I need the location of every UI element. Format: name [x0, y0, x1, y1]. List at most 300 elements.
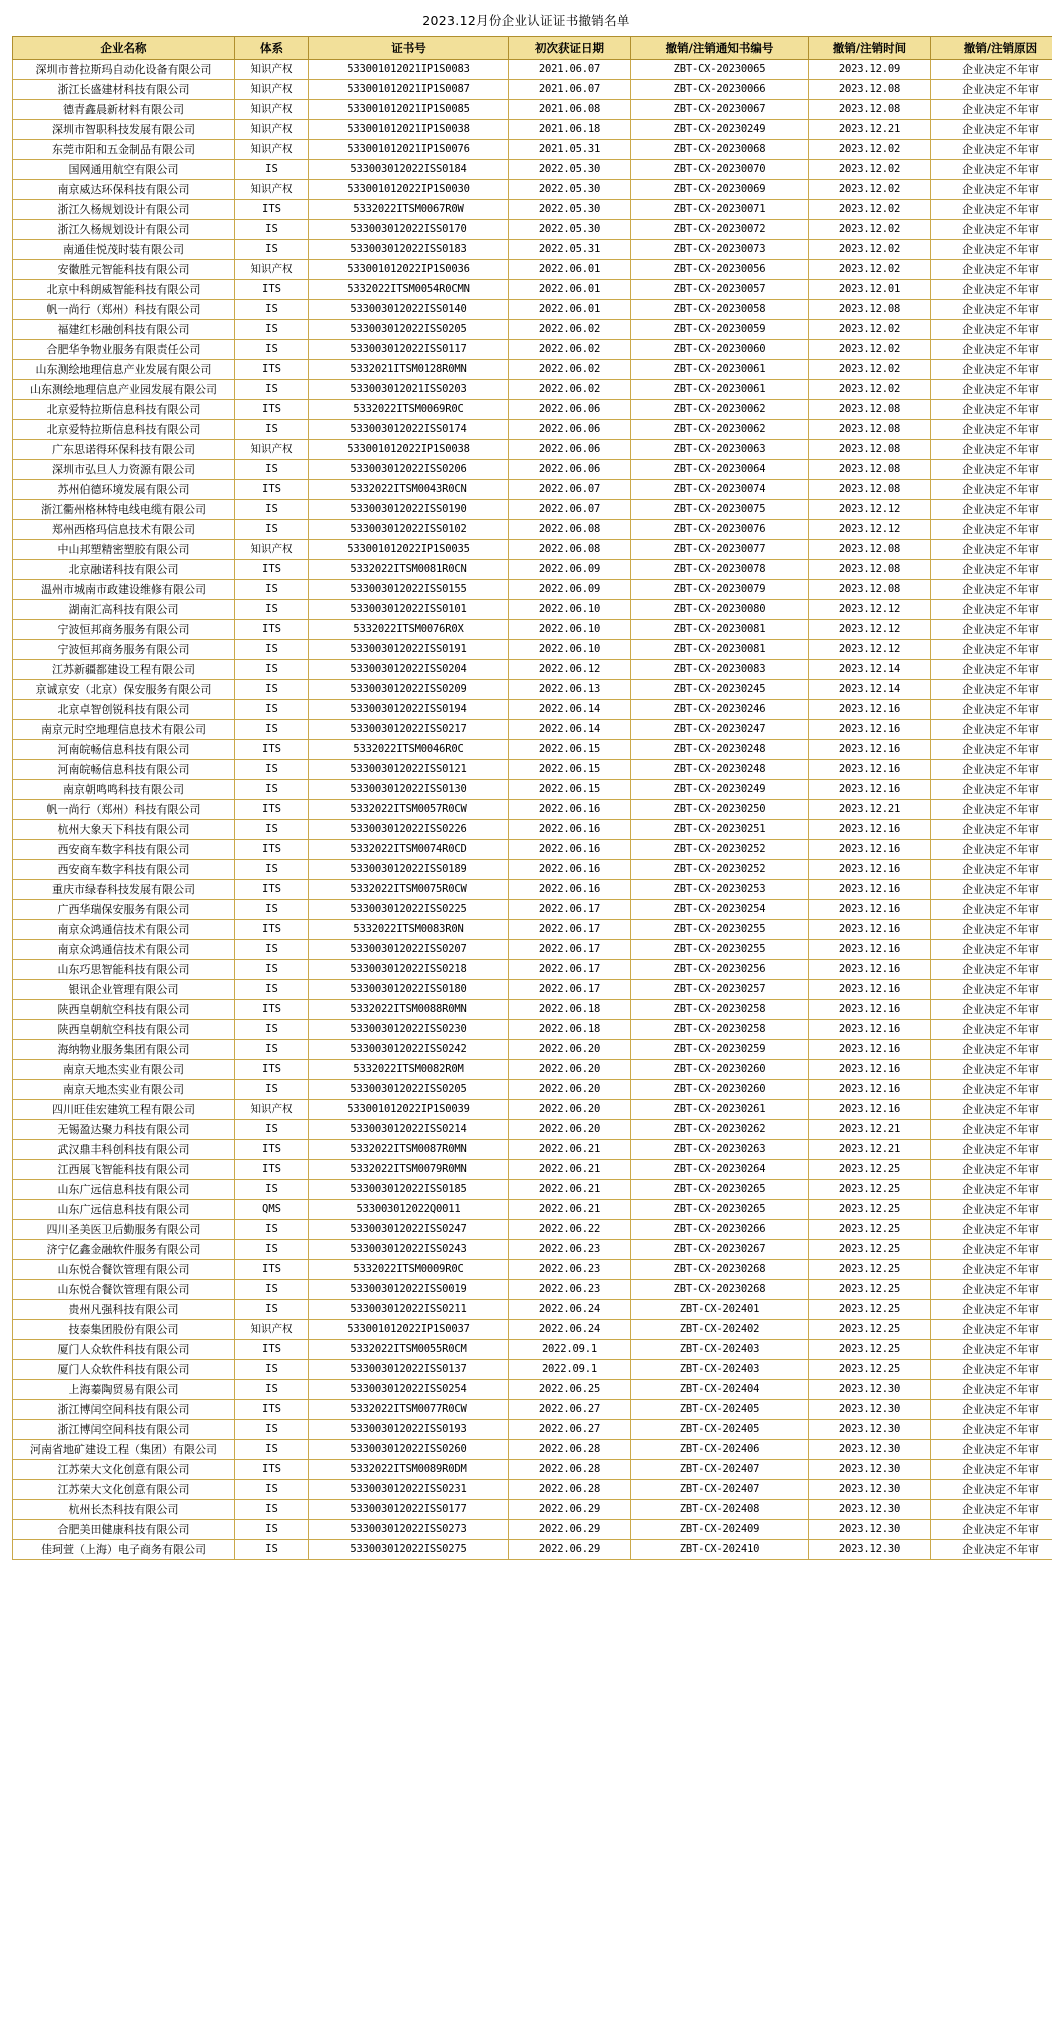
cell-reason: 企业决定不年审 — [931, 480, 1052, 500]
cell-reason: 企业决定不年审 — [931, 260, 1052, 280]
cell-certificate: 533003012022ISS0247 — [309, 1220, 509, 1240]
cell-certificate: 533001012021IP1S0087 — [309, 80, 509, 100]
cell-notice-number: ZBT-CX-20230059 — [631, 320, 809, 340]
cell-first-date: 2022.06.23 — [509, 1280, 631, 1300]
table-row — [13, 60, 1052, 80]
cell-first-date: 2022.06.21 — [509, 1180, 631, 1200]
cell-revoke-date: 2023.12.16 — [809, 860, 931, 880]
cell-first-date: 2021.06.07 — [509, 80, 631, 100]
cell-certificate: 5332022ITSM0077R0CW — [309, 1400, 509, 1420]
cell-certificate: 533003012022ISS0275 — [309, 1540, 509, 1560]
cell-system: 知识产权 — [235, 260, 309, 280]
cell-first-date: 2022.06.21 — [509, 1140, 631, 1160]
cell-company: 山东巧思智能科技有限公司 — [13, 960, 235, 980]
table-row — [13, 660, 1052, 680]
cell-first-date: 2022.06.28 — [509, 1460, 631, 1480]
cell-system: 知识产权 — [235, 100, 309, 120]
cell-system: IS — [235, 220, 309, 240]
cell-system: IS — [235, 1080, 309, 1100]
cell-reason: 企业决定不年审 — [931, 520, 1052, 540]
table-row — [13, 440, 1052, 460]
cell-first-date: 2022.06.20 — [509, 1080, 631, 1100]
cell-system: IS — [235, 380, 309, 400]
cell-certificate: 5332022ITSM0074R0CD — [309, 840, 509, 860]
table-row — [13, 520, 1052, 540]
cell-first-date: 2022.06.20 — [509, 1100, 631, 1120]
cell-system: IS — [235, 960, 309, 980]
cell-certificate: 533003012022ISS0101 — [309, 600, 509, 620]
cell-reason: 企业决定不年审 — [931, 1420, 1052, 1440]
cell-revoke-date: 2023.12.16 — [809, 1040, 931, 1060]
cell-first-date: 2022.06.12 — [509, 660, 631, 680]
cell-notice-number: ZBT-CX-20230081 — [631, 640, 809, 660]
cell-system: IS — [235, 1280, 309, 1300]
cell-certificate: 533003012022ISS0130 — [309, 780, 509, 800]
cell-reason: 企业决定不年审 — [931, 900, 1052, 920]
cell-certificate: 5332022ITSM0082R0M — [309, 1060, 509, 1080]
cell-system: 知识产权 — [235, 1100, 309, 1120]
cell-notice-number: ZBT-CX-20230268 — [631, 1260, 809, 1280]
cell-revoke-date: 2023.12.08 — [809, 460, 931, 480]
cell-certificate: 5332021ITSM0128R0MN — [309, 360, 509, 380]
cell-revoke-date: 2023.12.12 — [809, 520, 931, 540]
cell-company: 无锡盈达聚力科技有限公司 — [13, 1120, 235, 1140]
cell-first-date: 2022.06.24 — [509, 1320, 631, 1340]
cell-certificate: 533003012021ISS0203 — [309, 380, 509, 400]
cell-company: 浙江衢州格林特电线电缆有限公司 — [13, 500, 235, 520]
cell-notice-number: ZBT-CX-20230267 — [631, 1240, 809, 1260]
cell-reason: 企业决定不年审 — [931, 220, 1052, 240]
cell-reason: 企业决定不年审 — [931, 1540, 1052, 1560]
cell-first-date: 2022.06.20 — [509, 1040, 631, 1060]
cell-certificate: 533003012022ISS0117 — [309, 340, 509, 360]
cell-company: 浙江久杨规划设计有限公司 — [13, 200, 235, 220]
cell-notice-number: ZBT-CX-20230260 — [631, 1080, 809, 1100]
column-header-first-date: 初次获证日期 — [509, 37, 631, 60]
cell-revoke-date: 2023.12.30 — [809, 1500, 931, 1520]
table-row — [13, 1360, 1052, 1380]
cell-revoke-date: 2023.12.02 — [809, 200, 931, 220]
cell-revoke-date: 2023.12.30 — [809, 1440, 931, 1460]
cell-first-date: 2022.06.29 — [509, 1540, 631, 1560]
cell-company: 济宁亿鑫金融软件服务有限公司 — [13, 1240, 235, 1260]
cell-reason: 企业决定不年审 — [931, 800, 1052, 820]
cell-revoke-date: 2023.12.16 — [809, 920, 931, 940]
cell-first-date: 2022.05.31 — [509, 240, 631, 260]
cell-system: IS — [235, 640, 309, 660]
cell-revoke-date: 2023.12.25 — [809, 1180, 931, 1200]
table-row — [13, 640, 1052, 660]
cell-certificate: 533003012022ISS0206 — [309, 460, 509, 480]
cell-first-date: 2022.06.02 — [509, 360, 631, 380]
cell-first-date: 2022.06.21 — [509, 1200, 631, 1220]
cell-reason: 企业决定不年审 — [931, 860, 1052, 880]
cell-certificate: 5332022ITSM0087R0MN — [309, 1140, 509, 1160]
cell-notice-number: ZBT-CX-20230056 — [631, 260, 809, 280]
cell-reason: 企业决定不年审 — [931, 1360, 1052, 1380]
cell-reason: 企业决定不年审 — [931, 1500, 1052, 1520]
table-row — [13, 1400, 1052, 1420]
cell-reason: 企业决定不年审 — [931, 820, 1052, 840]
cell-notice-number: ZBT-CX-202403 — [631, 1360, 809, 1380]
cell-system: ITS — [235, 1460, 309, 1480]
table-row — [13, 1160, 1052, 1180]
cell-notice-number: ZBT-CX-20230060 — [631, 340, 809, 360]
column-header-system: 体系 — [235, 37, 309, 60]
cell-notice-number: ZBT-CX-20230058 — [631, 300, 809, 320]
cell-certificate: 533003012022ISS0214 — [309, 1120, 509, 1140]
table-row — [13, 920, 1052, 940]
cell-notice-number: ZBT-CX-20230080 — [631, 600, 809, 620]
cell-certificate: 533003012022ISS0207 — [309, 940, 509, 960]
table-row — [13, 300, 1052, 320]
cell-revoke-date: 2023.12.16 — [809, 1000, 931, 1020]
cell-company: 南京天地杰实业有限公司 — [13, 1060, 235, 1080]
cell-system: ITS — [235, 880, 309, 900]
cell-system: IS — [235, 500, 309, 520]
table-row — [13, 680, 1052, 700]
cell-certificate: 533003012022ISS0183 — [309, 240, 509, 260]
cell-reason: 企业决定不年审 — [931, 680, 1052, 700]
cell-reason: 企业决定不年审 — [931, 1380, 1052, 1400]
cell-reason: 企业决定不年审 — [931, 1460, 1052, 1480]
cell-certificate: 533001012022IP1S0037 — [309, 1320, 509, 1340]
cell-first-date: 2022.06.16 — [509, 820, 631, 840]
cell-reason: 企业决定不年审 — [931, 400, 1052, 420]
cell-first-date: 2022.06.02 — [509, 340, 631, 360]
cell-certificate: 533003012022ISS0225 — [309, 900, 509, 920]
cell-system: IS — [235, 1220, 309, 1240]
table-row — [13, 620, 1052, 640]
cell-company: 北京卓智创锐科技有限公司 — [13, 700, 235, 720]
table-row — [13, 1260, 1052, 1280]
table-row — [13, 160, 1052, 180]
cell-certificate: 533003012022ISS0170 — [309, 220, 509, 240]
cell-first-date: 2022.06.15 — [509, 740, 631, 760]
cell-notice-number: ZBT-CX-20230070 — [631, 160, 809, 180]
cell-reason: 企业决定不年审 — [931, 80, 1052, 100]
cell-first-date: 2022.06.23 — [509, 1260, 631, 1280]
cell-system: IS — [235, 1380, 309, 1400]
table-row — [13, 460, 1052, 480]
cell-notice-number: ZBT-CX-20230248 — [631, 760, 809, 780]
cell-company: 深圳市智职科技发展有限公司 — [13, 120, 235, 140]
cell-certificate: 5332022ITSM0057R0CW — [309, 800, 509, 820]
cell-first-date: 2022.06.29 — [509, 1500, 631, 1520]
cell-notice-number: ZBT-CX-20230057 — [631, 280, 809, 300]
cell-first-date: 2022.06.15 — [509, 760, 631, 780]
cell-certificate: 533001012022IP1S0035 — [309, 540, 509, 560]
cell-notice-number: ZBT-CX-20230073 — [631, 240, 809, 260]
cell-revoke-date: 2023.12.02 — [809, 260, 931, 280]
cell-notice-number: ZBT-CX-20230258 — [631, 1020, 809, 1040]
cell-revoke-date: 2023.12.21 — [809, 1120, 931, 1140]
cell-first-date: 2021.06.08 — [509, 100, 631, 120]
table-row — [13, 1180, 1052, 1200]
cell-notice-number: ZBT-CX-20230265 — [631, 1180, 809, 1200]
table-row — [13, 980, 1052, 1000]
cell-first-date: 2022.05.30 — [509, 200, 631, 220]
page-title: 2023.12月份企业认证证书撤销名单 — [422, 13, 630, 28]
cell-notice-number: ZBT-CX-20230067 — [631, 100, 809, 120]
cell-certificate: 5332022ITSM0079R0MN — [309, 1160, 509, 1180]
cell-certificate: 5332022ITSM0076R0X — [309, 620, 509, 640]
cell-first-date: 2022.06.08 — [509, 520, 631, 540]
cell-revoke-date: 2023.12.12 — [809, 500, 931, 520]
cell-certificate: 533003012022ISS0180 — [309, 980, 509, 1000]
cell-system: QMS — [235, 1200, 309, 1220]
cell-revoke-date: 2023.12.16 — [809, 940, 931, 960]
cell-company: 山东悦合餐饮管理有限公司 — [13, 1280, 235, 1300]
cell-notice-number: ZBT-CX-20230261 — [631, 1100, 809, 1120]
cell-company: 山东测绘地理信息产业园发展有限公司 — [13, 380, 235, 400]
cell-system: IS — [235, 1520, 309, 1540]
cell-system: ITS — [235, 1340, 309, 1360]
table-row — [13, 1080, 1052, 1100]
cell-notice-number: ZBT-CX-20230264 — [631, 1160, 809, 1180]
column-header-notice-number: 撤销/注销通知书编号 — [631, 37, 809, 60]
cell-revoke-date: 2023.12.16 — [809, 1080, 931, 1100]
cell-certificate: 533001012021IP1S0038 — [309, 120, 509, 140]
cell-company: 宁波恒邦商务服务有限公司 — [13, 640, 235, 660]
cell-system: 知识产权 — [235, 440, 309, 460]
cell-reason: 企业决定不年审 — [931, 760, 1052, 780]
table-row — [13, 900, 1052, 920]
cell-certificate: 533003012022ISS0193 — [309, 1420, 509, 1440]
cell-system: ITS — [235, 360, 309, 380]
cell-system: IS — [235, 1120, 309, 1140]
cell-certificate: 533003012022ISS0189 — [309, 860, 509, 880]
cell-system: ITS — [235, 840, 309, 860]
cell-reason: 企业决定不年审 — [931, 880, 1052, 900]
cell-revoke-date: 2023.12.30 — [809, 1420, 931, 1440]
cell-company: 浙江长盛建材科技有限公司 — [13, 80, 235, 100]
table-row — [13, 740, 1052, 760]
cell-revoke-date: 2023.12.12 — [809, 640, 931, 660]
cell-system: IS — [235, 660, 309, 680]
cell-system: IS — [235, 1180, 309, 1200]
cell-revoke-date: 2023.12.16 — [809, 700, 931, 720]
cell-company: 广东思诺得环保科技有限公司 — [13, 440, 235, 460]
cell-first-date: 2022.06.17 — [509, 920, 631, 940]
cell-notice-number: ZBT-CX-20230077 — [631, 540, 809, 560]
cell-certificate: 533003012022ISS0155 — [309, 580, 509, 600]
table-row — [13, 1240, 1052, 1260]
cell-system: IS — [235, 340, 309, 360]
cell-revoke-date: 2023.12.01 — [809, 280, 931, 300]
table-row — [13, 480, 1052, 500]
cell-first-date: 2022.06.21 — [509, 1160, 631, 1180]
cell-first-date: 2022.05.30 — [509, 180, 631, 200]
table-row — [13, 140, 1052, 160]
cell-revoke-date: 2023.12.16 — [809, 1060, 931, 1080]
table-row — [13, 780, 1052, 800]
table-row — [13, 600, 1052, 620]
cell-notice-number: ZBT-CX-20230249 — [631, 780, 809, 800]
cell-reason: 企业决定不年审 — [931, 1320, 1052, 1340]
cell-reason: 企业决定不年审 — [931, 580, 1052, 600]
cell-system: ITS — [235, 620, 309, 640]
cell-certificate: 5332022ITSM0043R0CN — [309, 480, 509, 500]
cell-company: 武汉鼎丰科创科技有限公司 — [13, 1140, 235, 1160]
cell-first-date: 2022.05.30 — [509, 160, 631, 180]
cell-company: 西安商车数字科技有限公司 — [13, 840, 235, 860]
cell-certificate: 533003012022ISS0174 — [309, 420, 509, 440]
table-row — [13, 400, 1052, 420]
cell-notice-number: ZBT-CX-20230255 — [631, 940, 809, 960]
cell-reason: 企业决定不年审 — [931, 1300, 1052, 1320]
cell-system: ITS — [235, 1160, 309, 1180]
cell-system: 知识产权 — [235, 120, 309, 140]
table-header-row — [13, 37, 1052, 60]
cell-system: IS — [235, 1360, 309, 1380]
cell-first-date: 2022.06.02 — [509, 320, 631, 340]
cell-notice-number: ZBT-CX-20230252 — [631, 840, 809, 860]
table-row — [13, 820, 1052, 840]
cell-revoke-date: 2023.12.16 — [809, 740, 931, 760]
cell-first-date: 2022.06.17 — [509, 940, 631, 960]
cell-company: 杭州大象天下科技有限公司 — [13, 820, 235, 840]
cell-notice-number: ZBT-CX-20230066 — [631, 80, 809, 100]
cell-revoke-date: 2023.12.16 — [809, 1020, 931, 1040]
cell-revoke-date: 2023.12.12 — [809, 620, 931, 640]
cell-first-date: 2022.06.29 — [509, 1520, 631, 1540]
cell-reason: 企业决定不年审 — [931, 1400, 1052, 1420]
cell-system: 知识产权 — [235, 1320, 309, 1340]
cell-certificate: 533003012022ISS0242 — [309, 1040, 509, 1060]
cell-notice-number: ZBT-CX-20230076 — [631, 520, 809, 540]
cell-company: 河南皖畅信息科技有限公司 — [13, 760, 235, 780]
table-row — [13, 1000, 1052, 1020]
cell-certificate: 5332022ITSM0088R0MN — [309, 1000, 509, 1020]
cell-company: 南京元时空地理信息技术有限公司 — [13, 720, 235, 740]
cell-revoke-date: 2023.12.14 — [809, 680, 931, 700]
cell-reason: 企业决定不年审 — [931, 380, 1052, 400]
cell-reason: 企业决定不年审 — [931, 620, 1052, 640]
cell-reason: 企业决定不年审 — [931, 780, 1052, 800]
cell-company: 湖南汇高科技有限公司 — [13, 600, 235, 620]
cell-revoke-date: 2023.12.25 — [809, 1320, 931, 1340]
table-row — [13, 1500, 1052, 1520]
cell-notice-number: ZBT-CX-202406 — [631, 1440, 809, 1460]
table-row — [13, 760, 1052, 780]
cell-revoke-date: 2023.12.02 — [809, 140, 931, 160]
cell-system: IS — [235, 580, 309, 600]
cell-certificate: 533003012022ISS0218 — [309, 960, 509, 980]
cell-system: 知识产权 — [235, 140, 309, 160]
cell-system: IS — [235, 1540, 309, 1560]
cell-revoke-date: 2023.12.25 — [809, 1280, 931, 1300]
cell-company: 德青鑫晨新材料有限公司 — [13, 100, 235, 120]
table-row — [13, 1340, 1052, 1360]
cell-notice-number: ZBT-CX-20230260 — [631, 1060, 809, 1080]
cell-first-date: 2022.09.1 — [509, 1360, 631, 1380]
cell-notice-number: ZBT-CX-20230253 — [631, 880, 809, 900]
cell-company: 山东广远信息科技有限公司 — [13, 1180, 235, 1200]
cell-notice-number: ZBT-CX-20230062 — [631, 400, 809, 420]
table-row — [13, 1300, 1052, 1320]
cell-reason: 企业决定不年审 — [931, 140, 1052, 160]
cell-company: 福建红杉融创科技有限公司 — [13, 320, 235, 340]
cell-system: IS — [235, 420, 309, 440]
cell-first-date: 2022.06.27 — [509, 1420, 631, 1440]
cell-certificate: 5332022ITSM0054R0CMN — [309, 280, 509, 300]
cell-certificate: 5332022ITSM0081R0CN — [309, 560, 509, 580]
cell-notice-number: ZBT-CX-20230263 — [631, 1140, 809, 1160]
cell-system: ITS — [235, 800, 309, 820]
cell-reason: 企业决定不年审 — [931, 1040, 1052, 1060]
cell-reason: 企业决定不年审 — [931, 1240, 1052, 1260]
cell-first-date: 2022.06.08 — [509, 540, 631, 560]
cell-certificate: 5332022ITSM0067R0W — [309, 200, 509, 220]
cell-notice-number: ZBT-CX-20230265 — [631, 1200, 809, 1220]
cell-company: 江苏荣大文化创意有限公司 — [13, 1460, 235, 1480]
cell-company: 帆一尚行（郑州）科技有限公司 — [13, 300, 235, 320]
cell-system: IS — [235, 160, 309, 180]
cell-notice-number: ZBT-CX-20230258 — [631, 1000, 809, 1020]
table-row — [13, 340, 1052, 360]
table-row — [13, 220, 1052, 240]
cell-reason: 企业决定不年审 — [931, 1180, 1052, 1200]
cell-company: 东莞市阳和五金制品有限公司 — [13, 140, 235, 160]
cell-reason: 企业决定不年审 — [931, 1520, 1052, 1540]
table-row — [13, 860, 1052, 880]
cell-system: IS — [235, 780, 309, 800]
cell-system: ITS — [235, 400, 309, 420]
cell-reason: 企业决定不年审 — [931, 600, 1052, 620]
cell-system: IS — [235, 900, 309, 920]
table-row — [13, 1420, 1052, 1440]
cell-certificate: 533003012022ISS0243 — [309, 1240, 509, 1260]
cell-first-date: 2022.06.25 — [509, 1380, 631, 1400]
cell-revoke-date: 2023.12.02 — [809, 240, 931, 260]
cell-system: ITS — [235, 1400, 309, 1420]
cell-system: 知识产权 — [235, 80, 309, 100]
cell-revoke-date: 2023.12.16 — [809, 900, 931, 920]
table-row — [13, 1380, 1052, 1400]
cell-notice-number: ZBT-CX-20230065 — [631, 60, 809, 80]
cell-certificate: 533003012022ISS0205 — [309, 320, 509, 340]
cell-certificate: 533001012021IP1S0076 — [309, 140, 509, 160]
table-row — [13, 1320, 1052, 1340]
cell-revoke-date: 2023.12.02 — [809, 340, 931, 360]
cell-company: 安徽胜元智能科技有限公司 — [13, 260, 235, 280]
cell-notice-number: ZBT-CX-202408 — [631, 1500, 809, 1520]
cell-reason: 企业决定不年审 — [931, 420, 1052, 440]
cell-reason: 企业决定不年审 — [931, 1160, 1052, 1180]
cell-company: 郑州西格玛信息技术有限公司 — [13, 520, 235, 540]
cell-system: ITS — [235, 560, 309, 580]
cell-reason: 企业决定不年审 — [931, 1340, 1052, 1360]
cell-notice-number: ZBT-CX-20230268 — [631, 1280, 809, 1300]
table-body — [13, 60, 1052, 1560]
cell-certificate: 533001012021IP1S0085 — [309, 100, 509, 120]
cell-first-date: 2022.06.18 — [509, 1020, 631, 1040]
table-row — [13, 720, 1052, 740]
cell-certificate: 533003012022ISS0191 — [309, 640, 509, 660]
cell-reason: 企业决定不年审 — [931, 1000, 1052, 1020]
table-row — [13, 1020, 1052, 1040]
cell-revoke-date: 2023.12.25 — [809, 1160, 931, 1180]
cell-revoke-date: 2023.12.02 — [809, 220, 931, 240]
cell-company: 国网通用航空有限公司 — [13, 160, 235, 180]
table-row — [13, 1440, 1052, 1460]
cell-revoke-date: 2023.12.02 — [809, 320, 931, 340]
cell-revoke-date: 2023.12.16 — [809, 720, 931, 740]
cell-certificate: 533003012022ISS0260 — [309, 1440, 509, 1460]
cell-certificate: 533003012022ISS0273 — [309, 1520, 509, 1540]
table-row — [13, 280, 1052, 300]
